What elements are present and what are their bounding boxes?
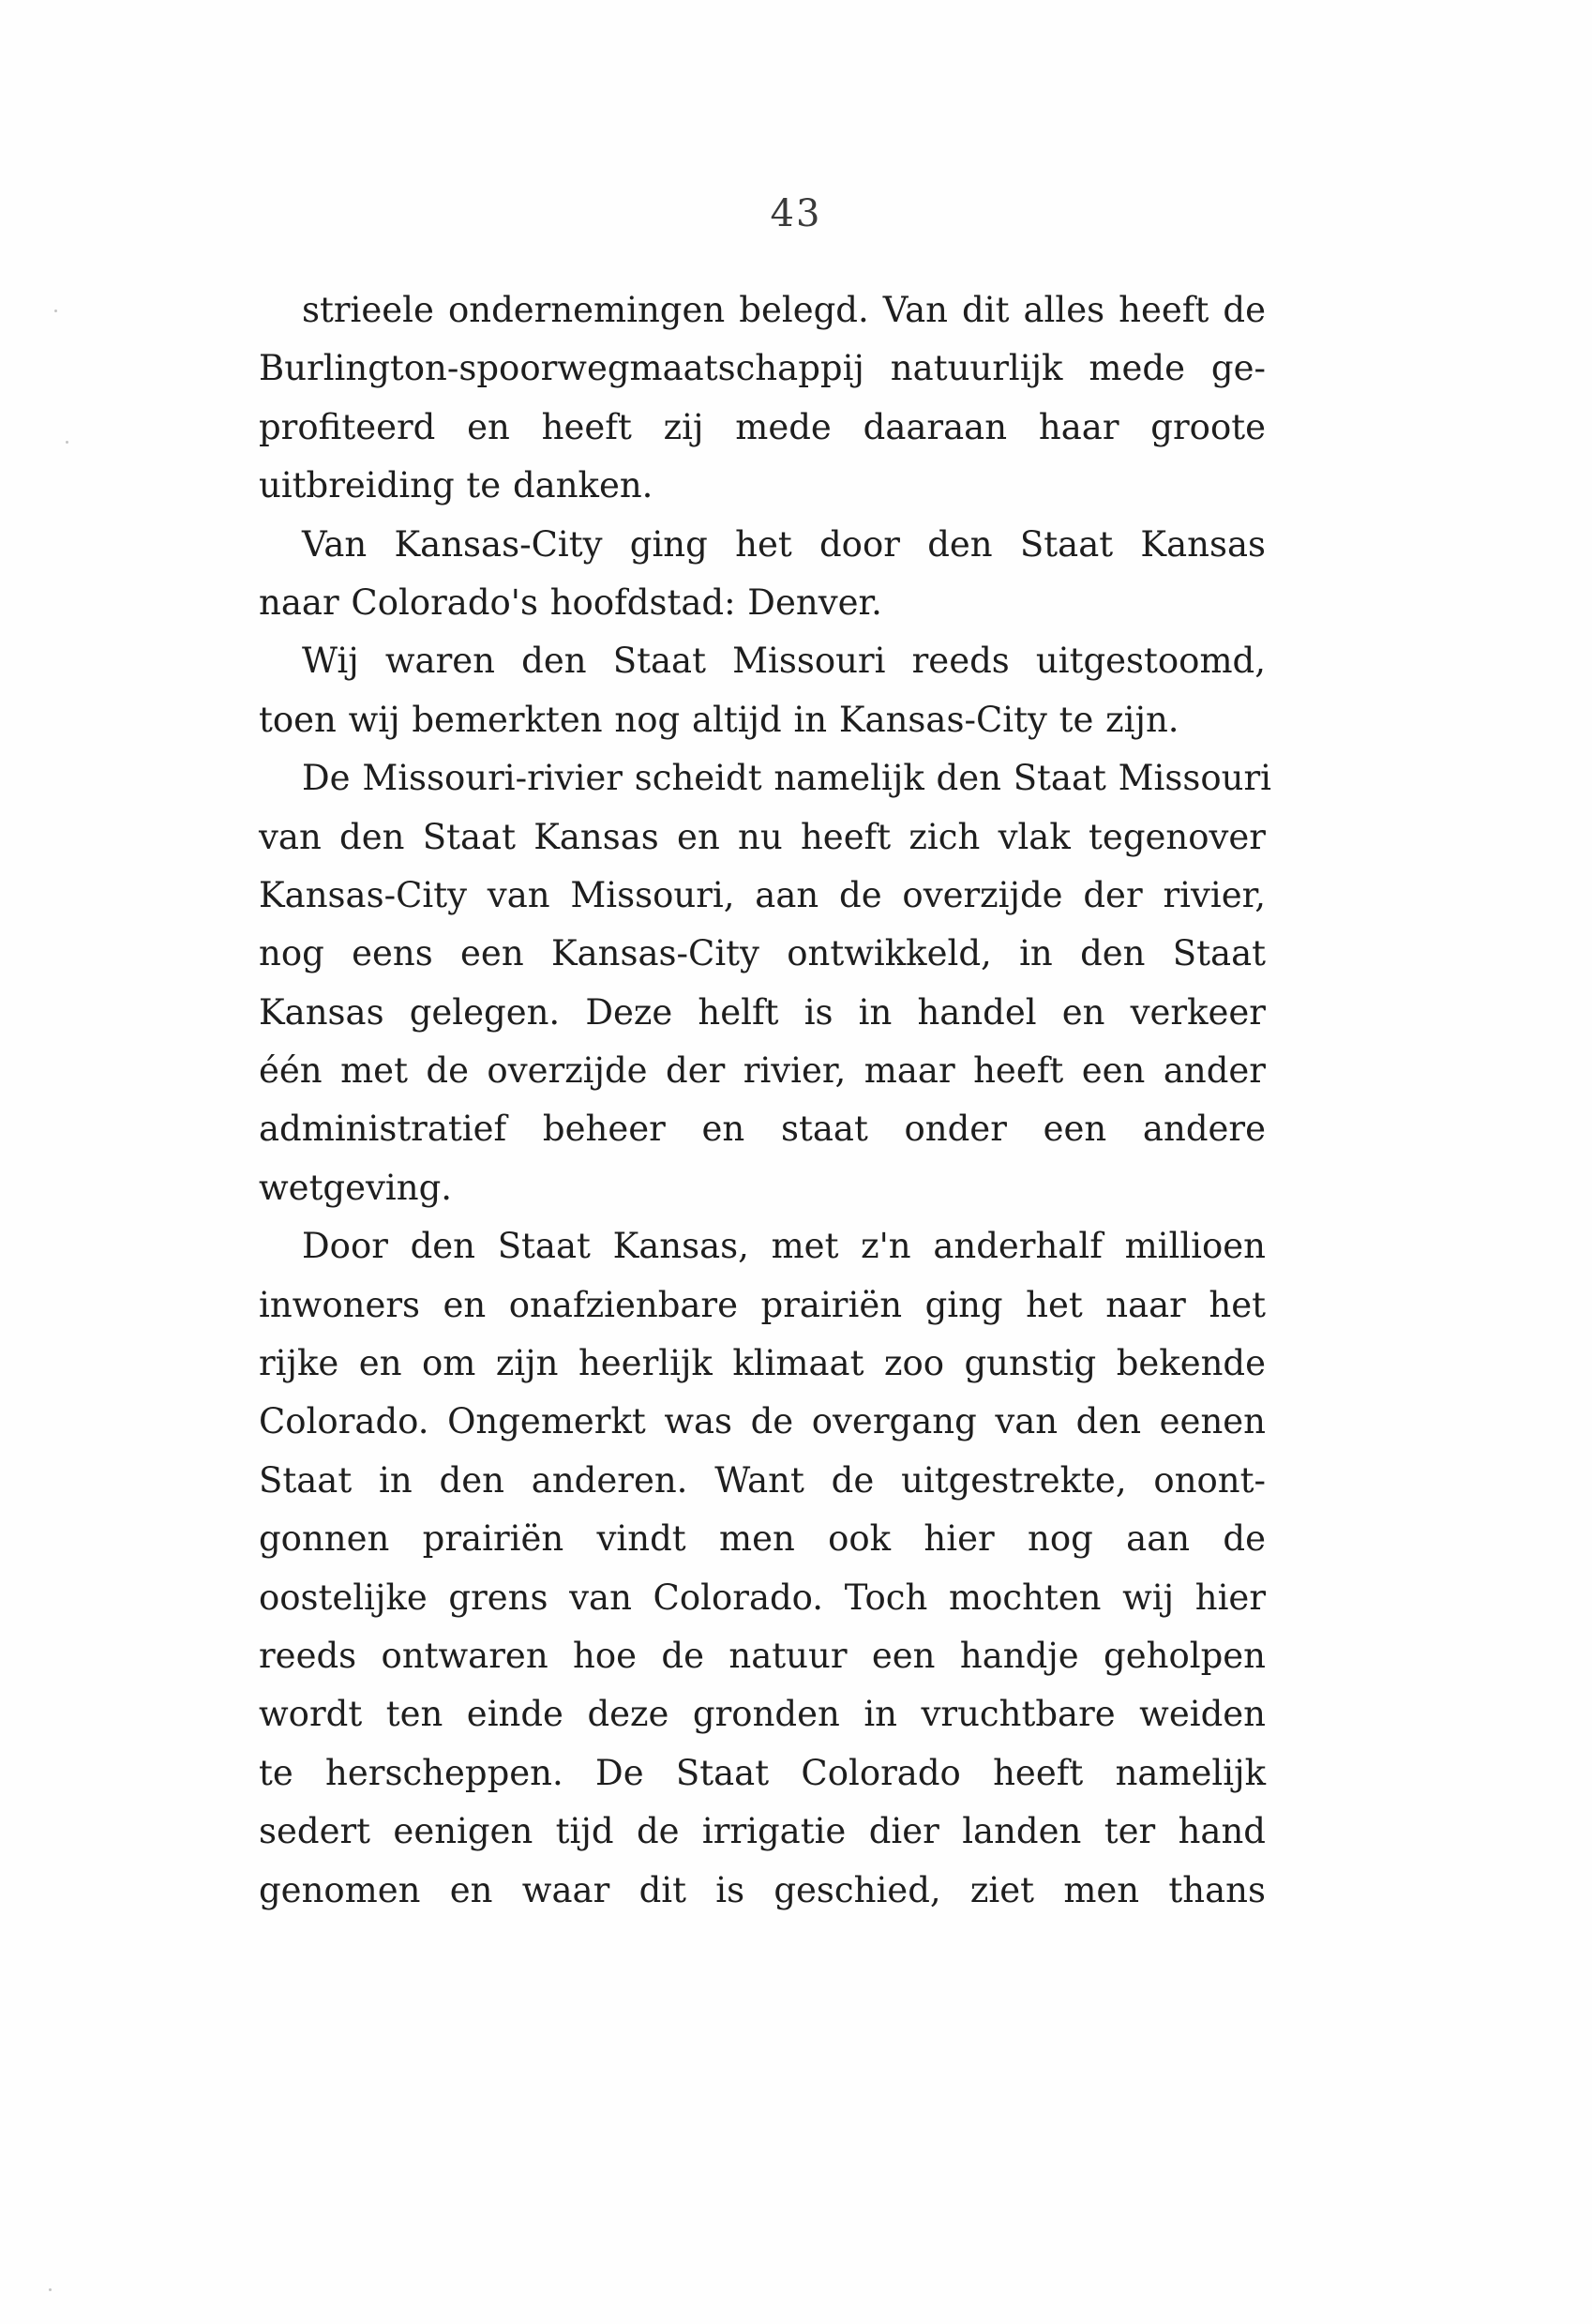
text-line: Door den Staat Kansas, met z'n anderhalf millioen (302, 1226, 1266, 1267)
paragraph (259, 749, 1271, 1217)
text-line: strieele ondernemingen belegd. Van dit alles heeft de (302, 290, 1266, 330)
text-line: Wij waren den Staat Missouri reeds uitgestoomd, (302, 641, 1266, 682)
text-line: genomen en waar dit is geschied, ziet men thans (259, 1869, 1266, 1910)
text-line: wordt ten einde deze gronden in vruchtbare weiden (259, 1694, 1266, 1735)
text-line: Van Kansas-City ging het door den Staat Kansas (302, 523, 1266, 565)
text-line: oostelijke grens van Colorado. Toch mochten wij hier (259, 1577, 1266, 1618)
paragraph (259, 632, 1266, 749)
paper-speck (66, 441, 68, 444)
body-text (259, 281, 1271, 1920)
text-line: Burlington-spoorwegmaatschappij natuurlijk mede ge- (259, 348, 1266, 389)
paper-speck (49, 2288, 52, 2291)
text-line: één met de overzijde der rivier, maar heeft een ander (259, 1050, 1266, 1092)
text-line: wetgeving. (259, 1167, 453, 1208)
text-line: Colorado. Ongemerkt was de overgang van den eenen (259, 1401, 1266, 1442)
paper-speck (54, 309, 57, 312)
text-line: sedert eenigen tijd de irrigatie dier landen ter hand (259, 1811, 1266, 1852)
paragraph (259, 281, 1266, 516)
text-line: Kansas-City van Missouri, aan de overzijde der rivier, (259, 874, 1266, 915)
text-line: administratief beheer en staat onder een andere (259, 1109, 1266, 1150)
text-line: Staat in den anderen. Want de uitgestrekte, onont- (259, 1459, 1266, 1501)
text-line: naar Colorado's hoofdstad: Denver. (259, 581, 882, 623)
text-line: gonnen prairiën vindt men ook hier nog aan de (259, 1518, 1266, 1560)
text-line: rijke en om zijn heerlijk klimaat zoo gunstig bekende (259, 1343, 1266, 1384)
text-line: te herscheppen. De Staat Colorado heeft namelijk (259, 1752, 1266, 1793)
text-line: inwoners en onafzienbare prairiën ging het naar het (259, 1284, 1266, 1325)
text-line: toen wij bemerkten nog altijd in Kansas-City te zijn. (259, 699, 1179, 740)
text-line: nog eens een Kansas-City ontwikkeld, in den Staat (259, 933, 1266, 974)
text-line: De Missouri-rivier scheidt namelijk den Staat Missouri (302, 758, 1271, 799)
text-line: profiteerd en heeft zij mede daaraan haar groote (259, 406, 1266, 447)
page-number: 43 (770, 192, 822, 235)
text-line: uitbreiding te danken. (259, 465, 653, 506)
text-line: van den Staat Kansas en nu heeft zich vlak tegenover (259, 816, 1266, 857)
text-line: reeds ontwaren hoe de natuur een handje geholpen (259, 1635, 1266, 1676)
text-line: Kansas gelegen. Deze helft is in handel en verkeer (259, 991, 1266, 1033)
paragraph (259, 516, 1266, 633)
paragraph (259, 1217, 1266, 1920)
